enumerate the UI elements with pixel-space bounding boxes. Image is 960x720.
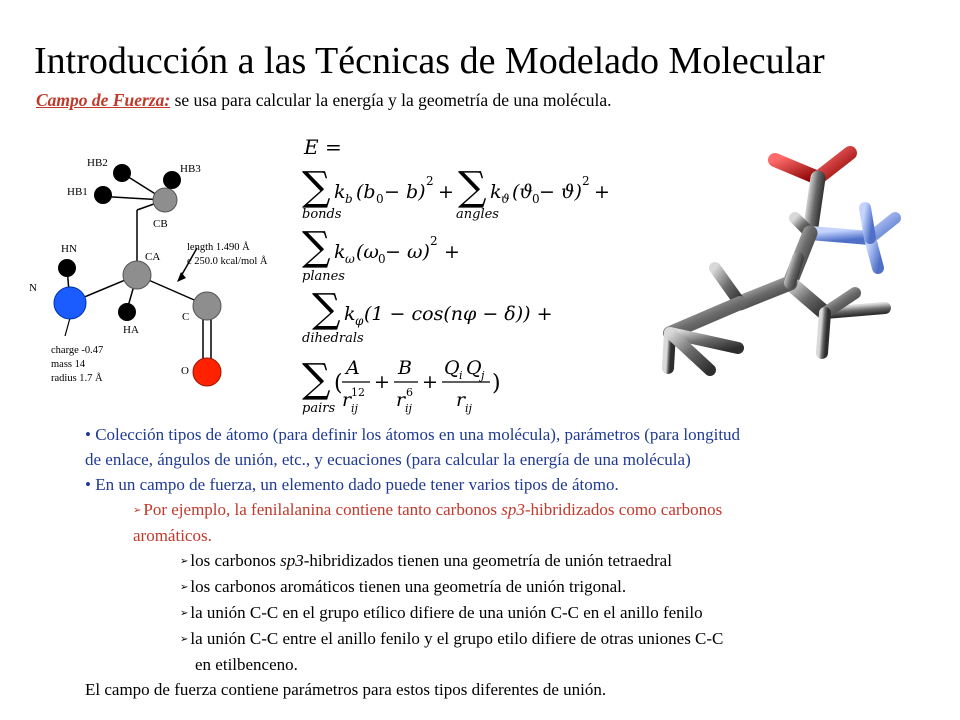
svg-text:r: r bbox=[456, 389, 466, 411]
sub-bullet-item: ➢ la unión C-C en el grupo etílico difiere de una unión C-C en el anillo fenilo bbox=[180, 603, 703, 622]
subtitle-lead: Campo de Fuerza: bbox=[36, 90, 171, 110]
sub-bullet-continuation: en etilbenceno. bbox=[195, 655, 298, 674]
label-o: O bbox=[181, 365, 189, 377]
svg-text:2: 2 bbox=[430, 234, 438, 248]
svg-text:ij: ij bbox=[405, 402, 412, 415]
svg-text:∑: ∑ bbox=[302, 356, 331, 402]
svg-text:(ω: (ω bbox=[356, 241, 379, 263]
atom-c bbox=[193, 292, 221, 320]
svg-text:B: B bbox=[398, 357, 412, 379]
svg-text:− b): − b) bbox=[384, 181, 426, 203]
svg-text:(b: (b bbox=[356, 181, 376, 203]
svg-text:(ϑ: (ϑ bbox=[512, 181, 533, 203]
svg-text:∑: ∑ bbox=[302, 224, 331, 270]
arrow-bullet-icon: ➢ bbox=[180, 556, 189, 567]
label-hb1: HB1 bbox=[67, 186, 88, 198]
label-charge: charge -0.47 bbox=[51, 345, 104, 356]
svg-text:0: 0 bbox=[378, 252, 386, 266]
label-length: length 1.490 Å bbox=[187, 242, 250, 253]
eq-pairs: pairs bbox=[302, 401, 336, 416]
label-hb2: HB2 bbox=[87, 157, 108, 169]
atom-hb2 bbox=[113, 164, 131, 182]
svg-text:(: ( bbox=[334, 371, 343, 396]
molecule-3d-render bbox=[650, 138, 930, 388]
svg-text:+: + bbox=[444, 241, 460, 263]
page-title: Introducción a las Técnicas de Modelado Molecular bbox=[34, 40, 825, 82]
eq-dihedrals: dihedrals bbox=[302, 331, 364, 346]
bullet-item-continuation: de enlace, ángulos de unión, etc., y ecuaciones (para calcular la energía de una molécula) bbox=[85, 450, 691, 469]
svg-text:k: k bbox=[490, 181, 502, 203]
svg-text:ij: ij bbox=[351, 402, 358, 415]
svg-text:− ϑ): − ϑ) bbox=[539, 181, 582, 203]
svg-text:k: k bbox=[334, 181, 346, 203]
sub-bullet-item: ➢ los carbonos aromáticos tienen una geometría de unión trigonal. bbox=[180, 577, 627, 596]
atom-ca bbox=[123, 261, 151, 289]
svg-text:+: + bbox=[594, 181, 610, 203]
atom-ha bbox=[118, 303, 136, 321]
eq-bonds: bonds bbox=[302, 207, 342, 222]
energy-equation bbox=[298, 130, 638, 422]
svg-text:i: i bbox=[459, 369, 463, 382]
sub-bullet-item: ➢ la unión C-C entre el anillo fenilo y el grupo etilo difiere de otras uniones C-C bbox=[180, 629, 724, 648]
svg-text:ϑ: ϑ bbox=[501, 192, 510, 206]
svg-text:∑: ∑ bbox=[458, 164, 487, 210]
svg-text:2: 2 bbox=[426, 174, 434, 188]
svg-text:(1 − cos(nφ − δ)) +: (1 − cos(nφ − δ)) + bbox=[364, 303, 553, 325]
svg-text:k: k bbox=[344, 303, 356, 325]
sub-bullet-item: ➢ los carbonos sp3-hibridizados tienen una geometría de unión tetraedral bbox=[180, 551, 672, 570]
svg-text:0: 0 bbox=[376, 192, 384, 206]
eq-planes: planes bbox=[302, 269, 345, 284]
arrow-bullet-icon: ➢ bbox=[180, 582, 189, 593]
atom-o bbox=[193, 358, 221, 386]
svg-text:ω: ω bbox=[345, 252, 355, 266]
atom-n bbox=[54, 287, 86, 319]
svg-text:∑: ∑ bbox=[312, 286, 341, 332]
svg-text:φ: φ bbox=[355, 314, 364, 328]
svg-text:+: + bbox=[374, 371, 390, 393]
svg-text:A: A bbox=[346, 357, 360, 379]
svg-text:): ) bbox=[492, 371, 501, 396]
eq-angles: angles bbox=[456, 207, 499, 222]
arrow-bullet-icon: ➢ bbox=[180, 634, 189, 645]
bullet-item: • Colección tipos de átomo (para definir los átomos en una molécula), parámetros (para longitud bbox=[85, 425, 741, 444]
svg-text:k: k bbox=[334, 241, 346, 263]
atom-hn bbox=[58, 259, 76, 277]
eq-lhs: E = bbox=[304, 135, 342, 159]
svg-text:2: 2 bbox=[582, 174, 590, 188]
example-continuation: aromáticos. bbox=[133, 526, 212, 545]
label-n: N bbox=[29, 282, 37, 294]
svg-text:0: 0 bbox=[532, 192, 540, 206]
example-item: ➢ Por ejemplo, la fenilalanina contiene tanto carbonos sp3-hibridizados como carbonos bbox=[133, 500, 723, 519]
svg-text:+: + bbox=[422, 371, 438, 393]
label-ca: CA bbox=[145, 251, 161, 263]
svg-text:j: j bbox=[481, 369, 485, 382]
label-ha: HA bbox=[123, 324, 139, 336]
atom-hb1 bbox=[94, 186, 112, 204]
svg-text:12: 12 bbox=[351, 386, 365, 399]
svg-text:b: b bbox=[345, 192, 353, 206]
label-hb3: HB3 bbox=[180, 163, 201, 175]
subtitle bbox=[36, 89, 612, 111]
bullet-item: • En un campo de fuerza, un elemento dado puede tener varios tipos de átomo. bbox=[85, 475, 619, 494]
atom-cb bbox=[153, 188, 177, 212]
bullet-list bbox=[85, 422, 925, 702]
label-cb: CB bbox=[153, 218, 168, 230]
closing-text: El campo de fuerza contiene parámetros para estos tipos diferentes de unión. bbox=[85, 680, 607, 699]
arrow-bullet-icon: ➢ bbox=[180, 608, 189, 619]
subtitle-text: se usa para calcular la energía y la geometría de una molécula. bbox=[170, 90, 612, 110]
arrow-bullet-icon: ➢ bbox=[133, 505, 142, 516]
svg-text:6: 6 bbox=[406, 386, 413, 399]
svg-text:+: + bbox=[438, 181, 454, 203]
atom-diagram bbox=[25, 148, 290, 398]
svg-text:∑: ∑ bbox=[302, 164, 331, 210]
svg-text:Q: Q bbox=[444, 357, 460, 379]
label-radius: radius 1.7 Å bbox=[51, 373, 103, 384]
svg-text:r: r bbox=[396, 389, 406, 411]
label-c: C bbox=[182, 311, 190, 323]
label-mass: mass 14 bbox=[51, 359, 86, 370]
svg-text:Q: Q bbox=[466, 357, 482, 379]
svg-text:r: r bbox=[342, 389, 352, 411]
svg-text:− ω): − ω) bbox=[385, 241, 430, 263]
label-force-constant: c 250.0 kcal/mol Å bbox=[187, 256, 268, 267]
svg-text:ij: ij bbox=[465, 402, 472, 415]
label-hn: HN bbox=[61, 243, 77, 255]
atom-hb3 bbox=[163, 171, 181, 189]
